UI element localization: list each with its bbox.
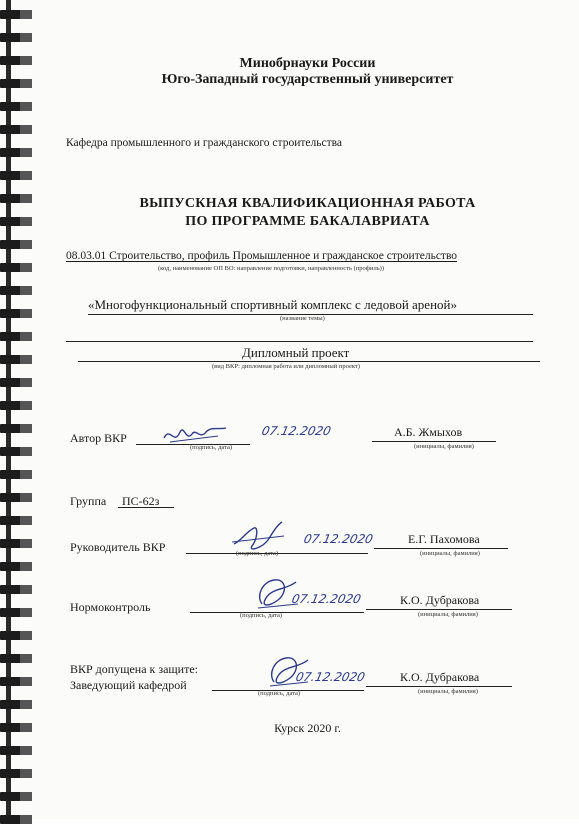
binding-tooth [0, 424, 32, 433]
binding-tooth [0, 746, 32, 755]
binding-tooth [0, 194, 32, 203]
binding-tooth [0, 562, 32, 571]
binding-tooth [0, 769, 32, 778]
author-name: А.Б. Жмыхов [394, 425, 463, 439]
admission-name: К.О. Дубракова [400, 670, 480, 684]
program-text: 08.03.01 Строительство, профиль Промышленное и гражданское строительство [66, 250, 458, 262]
supervisor-sign-caption: (подпись, дата) [236, 550, 279, 557]
supervisor-label: Руководитель ВКР [70, 540, 166, 554]
supervisor-name-caption: (инициалы, фамилия) [420, 550, 480, 557]
group-value: ПС-62з [122, 494, 160, 508]
binding-tooth [0, 447, 32, 456]
group-underline [118, 507, 174, 508]
binding-tooth [0, 677, 32, 686]
supervisor-name-line [374, 548, 508, 549]
binding-tooth [0, 309, 32, 318]
author-name-line [372, 441, 496, 442]
author-date: 07.12.2020 [260, 424, 333, 438]
work-kind-caption: (вид ВКР: дипломная работа или дипломный проект) [212, 363, 360, 370]
binding-tooth [0, 654, 32, 663]
group-label: Группа [70, 494, 107, 508]
admission-name-line [366, 686, 512, 687]
normcontrol-sign-caption: (подпись, дата) [240, 612, 283, 619]
normcontrol-date: 07.12.2020 [290, 592, 363, 606]
binding-tooth [0, 79, 32, 88]
binding-tooth [0, 286, 32, 295]
ministry-name: Минобрнауки России [239, 56, 376, 71]
binding-tooth [0, 723, 32, 732]
binding-tooth [0, 171, 32, 180]
binding-tooth [0, 585, 32, 594]
binding-tooth [0, 493, 32, 502]
admission-sign-caption: (подпись, дата) [258, 690, 301, 697]
author-sign-caption: (подпись, дата) [190, 444, 233, 451]
binding-tooth [0, 102, 32, 111]
binding-tooth [0, 516, 32, 525]
normcontrol-label: Нормоконтроль [70, 600, 151, 614]
binding-tooth [0, 470, 32, 479]
binding-tooth [0, 539, 32, 548]
binding-tooth [0, 263, 32, 272]
work-kind-line [78, 361, 540, 362]
comb-binding [0, 0, 36, 819]
supervisor-date: 07.12.2020 [302, 532, 375, 546]
binding-tooth [0, 10, 32, 19]
binding-tooth [0, 56, 32, 65]
work-title-line1: ВЫПУСКНАЯ КВАЛИФИКАЦИОННАЯ РАБОТА [139, 196, 476, 211]
normcontrol-name: К.О. Дубракова [400, 593, 480, 607]
binding-tooth [0, 217, 32, 226]
normcontrol-name-caption: (инициалы, фамилия) [418, 611, 478, 618]
binding-tooth [0, 608, 32, 617]
binding-tooth [0, 401, 32, 410]
binding-tooth [0, 815, 32, 824]
binding-tooth [0, 332, 32, 341]
author-name-caption: (инициалы, фамилия) [414, 443, 474, 450]
binding-tooth [0, 148, 32, 157]
binding-tooth [0, 631, 32, 640]
head-of-department-label: Заведующий кафедрой [70, 678, 187, 692]
topic-text: «Многофункциональный спортивный комплекс с ледовой ареной» [88, 297, 457, 312]
city-year: Курск 2020 г. [274, 721, 341, 735]
topic-caption: (название темы) [280, 315, 325, 322]
binding-tooth [0, 355, 32, 364]
admission-date: 07.12.2020 [294, 670, 367, 684]
supervisor-name: Е.Г. Пахомова [408, 532, 480, 546]
admission-name-caption: (инициалы, фамилия) [418, 688, 478, 695]
author-label: Автор ВКР [70, 431, 127, 445]
department-name: Кафедра промышленного и гражданского строительства [66, 137, 342, 149]
topic-extra-line [66, 341, 533, 342]
binding-tooth [0, 700, 32, 709]
binding-tooth [0, 792, 32, 801]
admission-label: ВКР допущена к защите: [70, 662, 198, 676]
work-title-line2: ПО ПРОГРАММЕ БАКАЛАВРИАТА [185, 214, 430, 229]
binding-tooth [0, 378, 32, 387]
binding-tooth [0, 125, 32, 134]
program-caption: (код, наименование ОП ВО: направление подготовки, направленность (профиль)) [158, 265, 384, 272]
normcontrol-name-line [366, 609, 512, 610]
work-kind-text: Дипломный проект [242, 345, 350, 360]
binding-tooth [0, 33, 32, 42]
university-name: Юго-Западный государственный университет [161, 72, 454, 87]
binding-tooth [0, 240, 32, 249]
